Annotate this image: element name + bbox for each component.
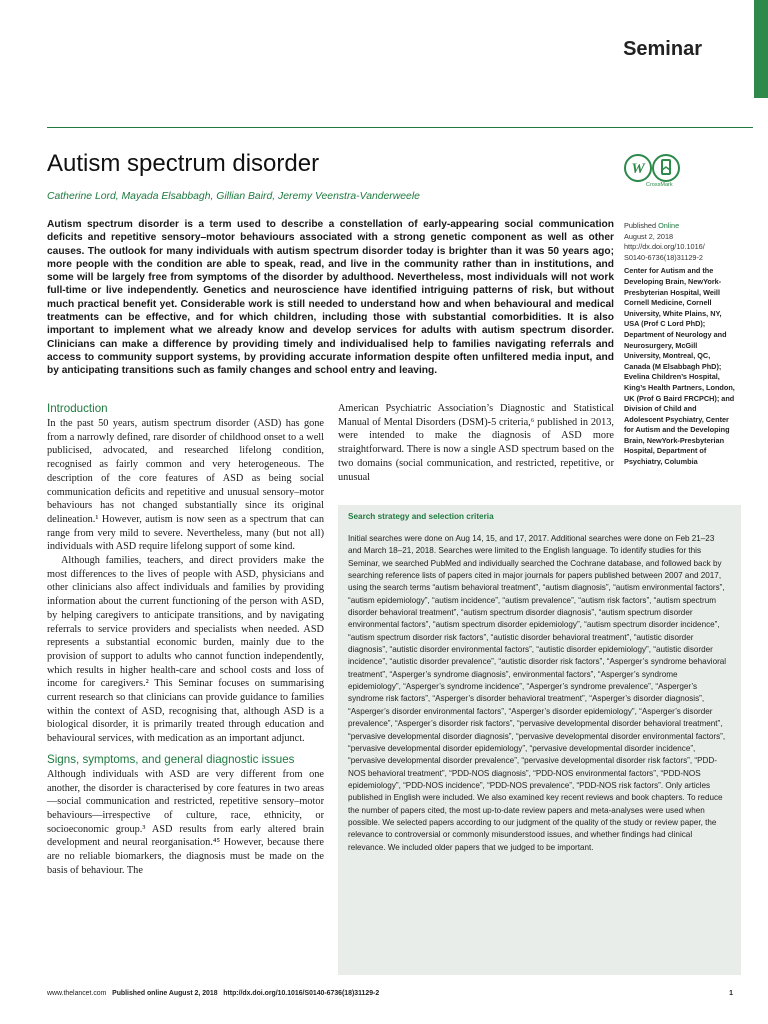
crossmark-icon[interactable] [652, 154, 680, 182]
search-strategy-text: Initial searches were done on Aug 14, 15, and 17, 2017. Additional searches were done on Feb 21–23 and March 18–21, 2018. Searches were limited to the English language. To identify studies for this Seminar, we searched PubMed and individually searched the Cochrane database, and followed back by searching reference lists of papers cited in major journals for papers published between 2007 and 2017, using the search terms “autism behavioral treatment”, “autism diagnosis”, “autism environmental factors”, “autism epidemiology”, “autism incidence”, “autism prevalence”, “autism risk factors”, “autism spectrum disorder behavioral treatment”, “autism spectrum disorder diagnosis”, “autism spectrum disorder environmental factors”, “autism spectrum disorder epidemiology”, “autism spectrum disorder incidence”, “autism spectrum disorder risk factors”, “autistic disorder behavioral treatment”, “autistic disorder diagnosis”, “autistic disorder environmental factors”, “autistic disorder epidemiology”, “autistic disorder incidence”, “autistic disorder prevalence”, “autistic disorder risk factors”, “Asperger’s syndrome behavioral treatment”, “Asperger’s syndrome diagnosis”, environmental factors”, “Asperger’s syndrome epidemiology”, “Asperger’s syndrome incidence”, “Asperger’s syndrome prevalence”, “Asperger’s syndrome risk factors”, “Asperger’s disorder behavioral treatment”, “Asperger’s disorder diagnosis”, “Asperger’s disorder environmental factors”, “Asperger’s disorder epidemiology”, “Asperger’s disorder prevalence”, “Asperger’s disorder risk factors”, “pervasive developmental disorder behavioral treatment”, “pervasive developmental disorder diagnosis”, “pervasive developmental disorder environmental factors”, “pervasive developmental disorder epidemiology”, “pervasive developmental disorder incidence”, “pervasive developmental disorder prevalence”, “pervasive developmental disorder risk factors”, “PDD-NOS behavioral treatment”, “PDD-NOS diagnosis”, “PDD-NOS environmental factors”, “PDD-NOS epidemiology”, “PDD-NOS incidence”, “PDD-NOS prevalence”, “PDD-NOS risk factors”. Only articles published in English were included. We also examined key recent reviews and book chapters. To reduce the number of papers cited, the most up-to-date review papers and meta-analyses were used when possible. We selected papers according to our judgment of the quality of the study or review paper, the relevance to controversial or commonly misunderstood issues, and whether findings had clinical relevance. We included older papers that we judged to be important. [348, 534, 727, 852]
body-column-right [338, 402, 614, 484]
footer-site[interactable]: www.thelancet.com [47, 990, 107, 997]
header-rule [47, 127, 753, 128]
footer-doi[interactable]: http://dx.doi.org/10.1016/S0140-6736(18)31129-2 [223, 990, 380, 997]
page-footer [47, 990, 733, 997]
search-strategy-box [338, 505, 741, 975]
doi-line-1[interactable]: http://dx.doi.org/10.1016/ [624, 242, 705, 252]
search-strategy-title: Search strategy and selection criteria [348, 512, 494, 521]
section-label: Seminar [623, 38, 702, 60]
right-column-paragraph: American Psychiatric Association’s Diagnostic and Statistical Manual of Mental Disorders (DSM)-5 criteria,⁶ published in 2013, were intended to make the diagnosis of ASD more straightforward. There is now a single ASD spectrum based on the two domains (social communication, and restricted, repetitive, or unusual [338, 403, 614, 483]
publication-info [624, 221, 736, 263]
author-affiliations: Center for Autism and the Developing Brain, NewYork-Presbyterian Hospital, Weill Cornell Medicine, Cornell University, White Plains, NY, USA (Prof C Lord PhD); Department of Neurology and Neurosurgery, McGill University, Montreal, QC, Canada (M Elsabbagh PhD); Evelina Children’s Hospital, King’s Health Partners, London, UK (Prof G Baird FRCPCH); and Division of Child and Adolescent Psychiatry, Center for Autism and the Developing Brain, NewYork-Presbyterian Hospital, Department of Psychiatry, Columbia [624, 266, 735, 467]
article-authors: Catherine Lord, Mayada Elsabbagh, Gillian Baird, Jeremy Veenstra-Vanderweele [47, 191, 420, 202]
intro-paragraph-2: Although families, teachers, and direct providers make the most differences to the lives of people with ASD, physicians and other clinicians also affect individuals and families by providing information about the current functioning of the person with ASD, by helping caregivers to anticipate transitions, and by navigating referrals to service providers and specialists when needed. ASD represents a substantial economic burden, mainly due to the provision of support to adults who cannot function independently, which results in higher health-care and school costs and loss of income for caregivers.² This Seminar focuses on summarising current research so that clinicians can provide guidance to families within the context of ASD, recognising that, although ASD is a biological disorder, it is primarily treated through education and behavioural services, with medication as an important adjunct. [47, 555, 324, 745]
section-heading-signs: Signs, symptoms, and general diagnostic issues [47, 752, 295, 766]
body-column-left [47, 402, 324, 878]
crossmark-caption: CrossMark [646, 182, 673, 188]
article-badges [624, 152, 684, 194]
article-title: Autism spectrum disorder [47, 150, 320, 177]
page-number: 1 [729, 990, 733, 997]
doi-line-2[interactable]: S0140-6736(18)31129-2 [624, 252, 703, 262]
intro-paragraph-1: In the past 50 years, autism spectrum disorder (ASD) has gone from a narrowly defined, rare disorder of childhood onset to a well publicised, advocated, and researched lifelong condition, recognised as fairly common and very heterogeneous. The description of the core features of ASD as being social communication deficits and repetitive and unusual sensory–motor behaviours has not changed substantially since its original delineation.¹ However, autism is now seen as a spectrum that can range from very mild to severe. Nevertheless, many (but not all) individuals with ASD require lifelong support of some kind. [47, 418, 324, 553]
footer-published: Published online August 2, 2018 [112, 990, 218, 997]
svg-text:W: W [631, 161, 645, 177]
published-prefix: Published [624, 221, 659, 230]
header-accent-bar [754, 0, 768, 98]
side-info [624, 221, 736, 471]
open-access-icon[interactable] [624, 154, 652, 182]
published-online-link[interactable]: Online [658, 221, 680, 230]
abstract: Autism spectrum disorder is a term used to describe a constellation of early-appearing social communication deficits and repetitive sensory–motor behaviours associated with a strong genetic component as well as other causes. The outlook for many individuals with autism spectrum disorder today is brighter than it was 50 years ago; more people with the condition are able to speak, read, and live in the community rather than in institutions, and some will be largely free from symptoms of the disorder by adulthood. Nevertheless, most individuals will not work full-time or live independently. Genetics and neuroscience have identified intriguing patterns of risk, but without much practical benefit yet. Considerable work is still needed to understand how and when behavioural and medical treatments can be effective, and for which children, including those with substantial comorbidities. It is also important to implement what we already know and develop services for adults with autism spectrum disorder. Clinicians can make a difference by providing timely and individualised help to families navigating referrals and access to community support systems, by providing accurate information despite often unfiltered media input, and by anticipating transitions such as family changes and school entry and leaving. [47, 219, 614, 377]
published-date: August 2, 2018 [624, 231, 674, 241]
signs-paragraph-1: Although individuals with ASD are very different from one another, the disorder is characterised by core features in two areas—social communication and restricted, repetitive sensory–motor behaviours—irrespective of culture, race, ethnicity, or socioeconomic group.³ ASD results from early altered brain development and neural reorganisation.⁴⁵ However, because there are no reliable biomarkers, the diagnosis must be made on the basis of behaviour. The [47, 768, 324, 876]
section-heading-introduction: Introduction [47, 402, 108, 415]
